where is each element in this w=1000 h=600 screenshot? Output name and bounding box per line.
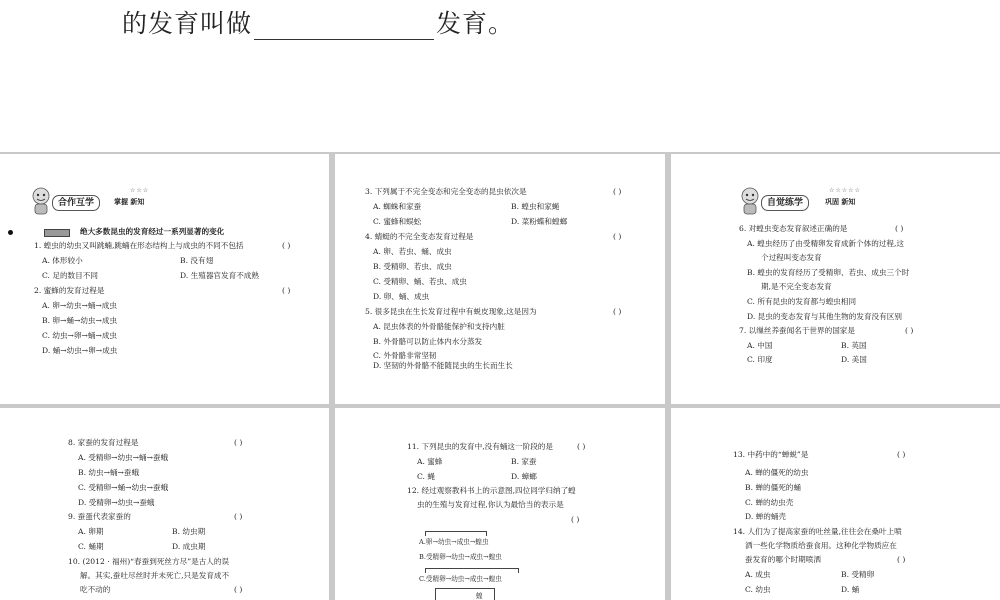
worksheet-page-6 bbox=[671, 408, 1000, 600]
question-1: 1. 蝗虫的幼虫又叫跳蝻,跳蝻在形态结构上与成虫的不同不包括 bbox=[34, 241, 244, 250]
answer-paren[interactable]: ( ) bbox=[234, 585, 243, 594]
mascot-icon bbox=[739, 187, 761, 215]
worksheet-page-2 bbox=[335, 154, 665, 404]
option-a[interactable]: A. 卵期 bbox=[78, 527, 104, 536]
option-b[interactable]: B. 受精卵 bbox=[841, 570, 875, 579]
option-c[interactable]: C. 蝉的幼虫壳 bbox=[745, 498, 794, 507]
option-d[interactable]: D. 坚韧的外骨骼不能随昆虫的生长而生长 bbox=[373, 361, 513, 370]
option-c[interactable]: C. 受精卵→蛹→幼虫→蚕蛾 bbox=[78, 483, 169, 492]
option-a[interactable]: A. 昆虫体表的外骨骼能保护和支持内脏 bbox=[373, 322, 505, 331]
diagram-option-d-box[interactable] bbox=[435, 588, 495, 600]
banner-subtitle: 巩固 新知 bbox=[825, 197, 856, 206]
option-a[interactable]: A. 蜜蜂 bbox=[417, 457, 443, 466]
option-b[interactable]: B. 外骨骼可以防止体内水分蒸发 bbox=[373, 337, 483, 346]
bullet-icon bbox=[8, 230, 13, 235]
option-d[interactable]: D. 生殖器官发育不成熟 bbox=[180, 271, 259, 280]
option-a[interactable]: A. 蜘蛛和家蚕 bbox=[373, 202, 422, 211]
answer-blank[interactable] bbox=[254, 17, 434, 40]
option-b[interactable]: B. 蝉的僵死的蛹 bbox=[745, 483, 801, 492]
option-c[interactable]: C. 足的数目不同 bbox=[42, 271, 98, 280]
answer-paren[interactable]: ( ) bbox=[897, 450, 906, 459]
option-b[interactable]: B. 卵→蛹→幼虫→成虫 bbox=[42, 316, 118, 325]
banner-subtitle: 掌握 新知 bbox=[114, 197, 145, 206]
answer-paren[interactable]: ( ) bbox=[895, 224, 904, 233]
question-9: 9. 蚕蛋代表家蚕的 bbox=[68, 512, 131, 521]
question-14: 14. 人们为了提高家蚕的吐丝量,往往会在桑叶上喷 bbox=[733, 527, 902, 536]
option-b[interactable]: B. 幼虫期 bbox=[172, 527, 206, 536]
question-14-cont: 蚕发育的哪个时期喷洒 bbox=[745, 555, 821, 564]
option-b[interactable]: B. 家蚕 bbox=[511, 457, 537, 466]
option-d[interactable]: D. 蛹→幼虫→卵→成虫 bbox=[42, 346, 118, 355]
option-d[interactable]: D. 美国 bbox=[841, 355, 867, 364]
diagram-option-c[interactable]: C.受精卵→幼虫→成虫→蝗虫 bbox=[419, 575, 502, 583]
question-12-cont: 虫的生殖与发育过程,你认为最恰当的表示是 bbox=[417, 500, 564, 509]
section-heading: 绝大多数昆虫的发育经过一系列显著的变化 bbox=[80, 227, 225, 236]
option-c[interactable]: C. 蜜蜂和蜈蚣 bbox=[373, 217, 422, 226]
option-d[interactable]: D. 昆虫的变态发育与其他生物的发育没有区别 bbox=[747, 312, 902, 321]
answer-paren[interactable]: ( ) bbox=[905, 326, 914, 335]
option-a[interactable]: A. 蝗虫经历了由受精卵发育成新个体的过程,这 bbox=[747, 239, 905, 248]
answer-paren[interactable]: ( ) bbox=[613, 307, 622, 316]
option-d[interactable]: D. 蛹 bbox=[841, 585, 860, 594]
question-12: 12. 经过观察教科书上的示意图,四位同学归纳了蝗 bbox=[407, 486, 576, 495]
fill-in-sentence bbox=[122, 4, 514, 40]
answer-paren[interactable]: ( ) bbox=[571, 515, 580, 524]
option-c[interactable]: C. 幼虫 bbox=[745, 585, 771, 594]
diagram-option-b[interactable]: B.受精卵→幼虫→成虫→蝗虫 bbox=[419, 553, 502, 561]
answer-paren[interactable]: ( ) bbox=[282, 286, 291, 295]
answer-paren[interactable]: ( ) bbox=[613, 232, 622, 241]
answer-paren[interactable]: ( ) bbox=[282, 241, 291, 250]
answer-paren[interactable]: ( ) bbox=[234, 438, 243, 447]
option-c[interactable]: C. 幼虫→卵→蛹→成虫 bbox=[42, 331, 118, 340]
stars-icon: ☆☆☆☆☆ bbox=[829, 187, 861, 194]
option-b[interactable]: B. 英国 bbox=[841, 341, 867, 350]
option-b[interactable]: B. 蝗虫的发育经历了受精卵、若虫、成虫三个时 bbox=[747, 268, 910, 277]
question-8: 8. 家蚕的发育过程是 bbox=[68, 438, 139, 447]
option-b[interactable]: B. 幼虫→蛹→蚕蛾 bbox=[78, 468, 140, 477]
sentence-start: 的发育叫做 bbox=[122, 9, 253, 38]
cycle-arrow bbox=[425, 531, 487, 536]
option-c[interactable]: C. 蝇 bbox=[417, 472, 435, 481]
option-a[interactable]: A. 中国 bbox=[747, 341, 773, 350]
option-a-cont: 个过程叫变态发育 bbox=[761, 253, 822, 262]
diagram-option-a[interactable]: A.卵→幼虫→成虫→蝗虫 bbox=[419, 538, 489, 546]
knowledge-tag-icon bbox=[44, 229, 70, 237]
option-d[interactable]: D. 成虫期 bbox=[172, 542, 206, 551]
option-d[interactable]: D. 受精卵→幼虫→蚕蛾 bbox=[78, 498, 155, 507]
option-b-cont: 期,是不完全变态发育 bbox=[761, 282, 832, 291]
top-text-area bbox=[0, 0, 1000, 152]
answer-paren[interactable]: ( ) bbox=[613, 187, 622, 196]
question-14-cont: 洒一些化学物质给蚕食用。这种化学物质应在 bbox=[745, 541, 897, 550]
question-10-cont: 吃不动的 bbox=[80, 585, 111, 594]
question-6: 6. 对蝗虫变态发育叙述正确的是 bbox=[739, 224, 848, 233]
question-11: 11. 下列昆虫的发育中,没有蛹这一阶段的是 bbox=[407, 442, 553, 451]
banner-title: 合作互学 bbox=[52, 195, 100, 211]
option-a[interactable]: A. 体形较小 bbox=[42, 256, 83, 265]
worksheet-page-3 bbox=[671, 154, 1000, 404]
option-a[interactable]: A. 受精卵→幼虫→蛹→蚕蛾 bbox=[78, 453, 169, 462]
option-b[interactable]: B. 受精卵、若虫、成虫 bbox=[373, 262, 452, 271]
question-7: 7. 以缫丝养蚕闻名于世界的国家是 bbox=[739, 326, 855, 335]
answer-paren[interactable]: ( ) bbox=[897, 555, 906, 564]
option-d[interactable]: D. 菜粉蝶和螳螂 bbox=[511, 217, 568, 226]
worksheet-page-5 bbox=[335, 408, 665, 600]
cycle-arrow bbox=[425, 568, 519, 573]
option-a[interactable]: A. 成虫 bbox=[745, 570, 771, 579]
question-5: 5. 很多昆虫在生长发育过程中有蜕皮现象,这是因为 bbox=[365, 307, 537, 316]
section-banner bbox=[739, 187, 899, 217]
option-c[interactable]: C. 所有昆虫的发育都与蝗虫相同 bbox=[747, 297, 857, 306]
answer-paren[interactable]: ( ) bbox=[577, 442, 586, 451]
option-d[interactable]: D. 卵、蛹、成虫 bbox=[373, 292, 430, 301]
question-3: 3. 下列属于不完全变态和完全变态的昆虫依次是 bbox=[365, 187, 527, 196]
question-13: 13. 中药中的“蝉蜕”是 bbox=[733, 450, 809, 459]
option-d[interactable]: D. 蟑螂 bbox=[511, 472, 537, 481]
stars-icon: ☆☆☆ bbox=[130, 187, 150, 194]
option-c[interactable]: C. 受精卵、蛹、若虫、成虫 bbox=[373, 277, 467, 286]
option-d[interactable]: D. 蝉的蛹壳 bbox=[745, 512, 787, 521]
option-c[interactable]: C. 外骨骼非常坚韧 bbox=[373, 351, 437, 360]
question-10: 10. (2012 · 福州)“春蚕到死丝方尽”是古人的误 bbox=[68, 557, 230, 566]
question-4: 4. 蜻蜓的不完全变态发育过程是 bbox=[365, 232, 474, 241]
option-b[interactable]: B. 蝗虫和家蝇 bbox=[511, 202, 560, 211]
banner-title: 自觉练学 bbox=[761, 195, 809, 211]
option-b[interactable]: B. 没有翅 bbox=[180, 256, 214, 265]
diagram-box-label: 蝗 bbox=[476, 592, 483, 600]
option-c[interactable]: C. 印度 bbox=[747, 355, 773, 364]
option-a[interactable]: A. 卵→幼虫→蛹→成虫 bbox=[42, 301, 117, 310]
mascot-icon bbox=[30, 187, 52, 215]
option-c[interactable]: C. 蛹期 bbox=[78, 542, 104, 551]
question-10-cont: 解。其实,蚕吐尽丝时并未死亡,只是发育成不 bbox=[80, 571, 230, 580]
question-2: 2. 蜜蜂的发育过程是 bbox=[34, 286, 105, 295]
answer-paren[interactable]: ( ) bbox=[234, 512, 243, 521]
worksheet-page-4 bbox=[0, 408, 329, 600]
option-a[interactable]: A. 蝉的僵死的幼虫 bbox=[745, 468, 809, 477]
worksheet-page-1 bbox=[0, 154, 329, 404]
option-a[interactable]: A. 卵、若虫、蛹、成虫 bbox=[373, 247, 452, 256]
section-banner bbox=[30, 187, 190, 217]
sentence-end: 发育。 bbox=[436, 9, 515, 38]
